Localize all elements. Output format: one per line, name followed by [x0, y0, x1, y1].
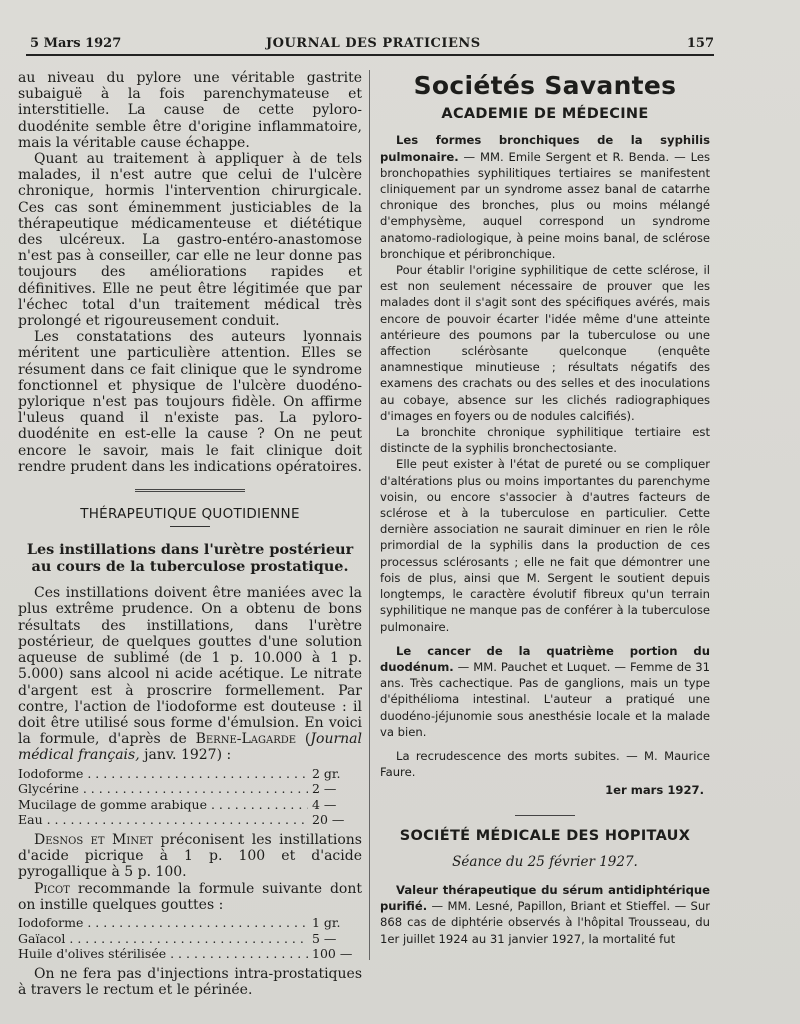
formula-row: [18, 781, 362, 797]
left-column: [18, 70, 362, 998]
ingredient-quantity: 2 —: [312, 781, 337, 797]
paragraph-text: janv. 1927) :: [144, 747, 232, 764]
paragraph: [380, 132, 710, 262]
section-divider: [135, 489, 245, 494]
article-title: Valeur thérapeutique du sérum antidiphtérique purifié.: [380, 882, 710, 914]
formula-row: [18, 931, 362, 947]
ingredient-quantity: 2 gr.: [312, 765, 341, 781]
ingredient-name: Iodoforme . . .: [18, 915, 308, 931]
session-date: Séance du 25 février 1927.: [452, 853, 638, 870]
formula-row: [18, 915, 362, 931]
academy-heading: ACADEMIE DE MÉDECINE: [441, 106, 649, 123]
ingredient-quantity: 4 —: [312, 796, 337, 812]
ingredient-quantity: 5 —: [312, 930, 337, 946]
header-page-number: 157: [686, 36, 714, 51]
formula-row: [18, 946, 362, 962]
section-divider: [515, 815, 575, 816]
paragraph: [380, 882, 710, 947]
author-line: — MM. Lesné, Papillon, Briant et Stieffel.: [431, 899, 671, 914]
ingredient-name: Eau . . .: [18, 812, 308, 828]
page-header: [26, 34, 714, 56]
right-column: [380, 70, 710, 947]
paragraph: Les constatations des auteurs lyonnais méritent une particulière attention. Elles se résument dans ce fait clinique que le syndrome fonctionnel et physique de l'ulcère duodéno-pylorique n'est pas toujours fidèle. On affirme l'uleus quand il n'existe pas. La pyloro-duodénite en est-elle la cause ? On ne peut encore le savoir, mais le fait clinique doit rendre prudent dans les indications opératoires.: [18, 329, 362, 475]
formula-row: [18, 766, 362, 782]
ingredient-name: Iodoforme . . .: [18, 766, 308, 782]
paragraph: On ne fera pas d'injections intra-prostatiques à travers le rectum et le périnée.: [18, 965, 362, 998]
paragraph: au niveau du pylore une véritable gastrite subaiguë à la fois parenchymateuse et interstitielle. La cause de cette pyloro-duodénite semble être d'origine inflammatoire, mais la véritable cause échappe.: [18, 70, 362, 151]
formula-row: [18, 797, 362, 813]
paragraph: [18, 832, 362, 881]
paragraph: La bronchite chronique syphilitique tertiaire est distincte de la syphilis bronchectosiante.: [380, 425, 710, 456]
ingredient-name: Mucilage de gomme arabique . . .: [18, 797, 308, 813]
header-journal-title: JOURNAL DES PRATICIENS: [266, 36, 481, 51]
formula-row: [18, 812, 362, 828]
source-title: Journal médical français,: [18, 731, 362, 764]
hopitaux-heading: SOCIÉTÉ MÉDICALE DES HOPITAUX: [399, 827, 691, 844]
paragraph-text: préconisent les instillations d'acide picrique à 1 p. 100 et d'acide pyrogallique à 5 p. 100.: [18, 831, 362, 881]
author-name: Berne-Lagarde: [195, 731, 297, 748]
paragraph: [18, 881, 362, 913]
paragraph: Ces instillations doivent être maniées avec la plus extrême prudence. On a obtenu de bons résultats des instillations, dans l'urètre postérieur, de quelques gouttes d'une solution aqueuse de sublimé (de 1 p. 10.000 à 1 p. 5.000) sans alcool ni acide acétique. Le nitrate d'argent est à proscrire formellement. Par contre, l'action de l'iodoforme est douteuse : il doit être utilisé sous forme d'émulsion. En voici la formule, d'après de Berne-Lagarde (Journal médical français, janv. 1927) :: [18, 585, 362, 764]
ingredient-quantity: 1 gr.: [312, 914, 341, 930]
author-line: — MM. Pauchet et Luquet.: [457, 659, 611, 674]
ingredient-quantity: 20 —: [312, 812, 345, 828]
article-title: Le cancer de la quatrième portion du duodénum.: [380, 643, 710, 674]
author-name: Picot: [34, 880, 70, 897]
ingredient-quantity: 100 —: [312, 946, 353, 962]
paragraph-text: — Femme de 31 ans. Très cachectique. Pas de ganglions, mais un type d'épithélioma intestinal. L'auteur a pratiqué une duodéno-jéjunomie sous anesthésie locale et la malade va bien.: [380, 659, 710, 739]
paragraph: Elle peut exister à l'état de pureté ou se compliquer d'altérations plus ou moins importantes du parenchyme voisin, ou encore s'associer à d'autres facteurs de sclérose et à la tuberculose en particulier. Cette dernière association ne saurait diminuer en rien le rôle primordial de la syphilis dans la production de ces processus sclérosants ; elle ne fait que démontrer une fois de plus, ainsi que M. Sergent le soutient depuis longtemps, le caractère évolutif fibreux qu'un terrain syphilitique ne manque pas de conférer à la tuberculose pulmonaire.: [380, 457, 710, 634]
paragraph: Pour établir l'origine syphilitique de cette sclérose, il est non seulement nécessaire de prouver que les malades dont il s'agit sont des spécifiques avérés, mais encore de pouvoir écarter l'idée même d'une atteinte antérieure des poumons par la tuberculose ou une affection scléròsante quelconque (enquête anamnestique minutieuse ; résultats négatifs des examens des crachats ou des selles et des inoculations au cobaye, absence sur les clichés radiographiques d'images en foyers ou de nodules calcifiés).: [380, 263, 710, 423]
paragraph: Quant au traitement à appliquer à de tels malades, il n'est autre que celui de l'ulcère chronique, hormis l'intervention chirurgicale. Ces cas sont éminemment justiciables de la thérapeutique médicamenteuse et diététique des ulcéreux. La gastro-entéro-anastomose n'est pas à conseiller, car elle ne leur donne pas toujours des améliorations rapides et définitives. Elle ne peut être légitimée que par l'échec total d'un traitement médical très prolongé et rigoureusement conduit.: [18, 151, 362, 330]
ingredient-name: Huile d'olives stérilisée . . .: [18, 946, 308, 962]
article-title: La recrudescence des morts subites.: [396, 748, 620, 763]
header-date: 5 Mars 1927: [30, 36, 122, 51]
paragraph-text: Ces instillations doivent être maniées avec la plus extrême prudence. On a obtenu de bons résultats des instillations, dans l'urètre postérieur, de quelques gouttes d'une solution aqueuse de sublimé (de 1 p. 10.000 à 1 p. 5.000) sans alcool ni acide acétique. Le nitrate d'argent est à proscrire formellement. Par contre, l'action de l'iodoforme est douteuse : il doit être utilisé sous forme d'émulsion. En voici la formule, d'après de: [18, 585, 362, 748]
column-divider: [369, 70, 370, 960]
author-line: — M. Maurice Faure.: [380, 748, 711, 780]
formula-list: [18, 766, 362, 828]
article-title: Les instillations dans l'urètre postérieur au cours de la tuberculose prostatique.: [26, 541, 354, 576]
section-heading: THÉRAPEUTIQUE QUOTIDIENNE: [80, 506, 300, 523]
date-signature: 1er mars 1927.: [605, 783, 704, 798]
paragraph-text: — Les bronchopathies syphilitiques tertiaires se manifestent cliniquement par un syndrome assez banal de catarrhe chronique des bronches, plus ou moins mélangé d'emphysème, auquel correspond un syndrome anatomo-radiologique, à peine moins banal, de sclérose bronchique et péribronchique.: [380, 149, 711, 261]
heading-underline: [170, 526, 210, 527]
paragraph: [380, 748, 710, 780]
paragraph: [380, 643, 710, 740]
formula-list: [18, 915, 362, 962]
paragraph-text: — Sur 868 cas de diphtérie observés à l'hôpital Trousseau, du 1er juillet 1924 au 31 janvier 1927, la mortalité fut: [380, 899, 711, 946]
main-section-title: Sociétés Savantes: [413, 71, 677, 100]
author-name: Desnos et Minet: [34, 831, 154, 848]
author-line: — MM. Emile Sergent et R. Benda.: [463, 149, 670, 164]
ingredient-name: Glycérine . . .: [18, 781, 308, 797]
article-title: Les formes bronchiques de la syphilis pulmonaire.: [380, 133, 710, 164]
paragraph-text: recommande la formule suivante dont on instille quelques gouttes :: [18, 880, 363, 913]
ingredient-name: Gaïacol . . .: [18, 931, 308, 947]
